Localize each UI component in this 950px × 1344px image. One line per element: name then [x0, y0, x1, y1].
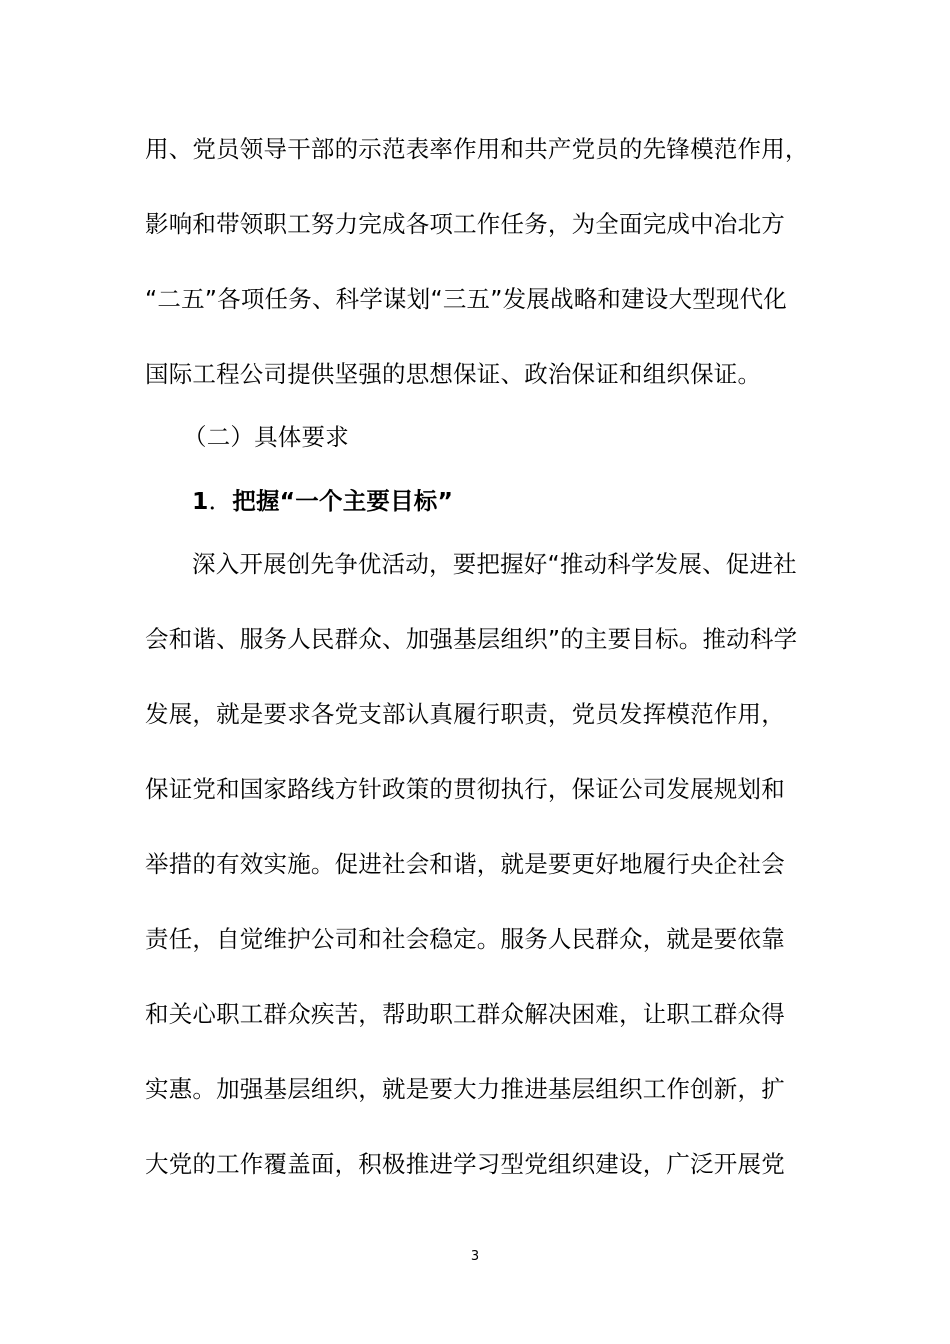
- paragraph-line: 大党的工作覆盖面，积极推进学习型党组织建设，广泛开展党: [145, 1150, 785, 1178]
- paragraph-line: 和关心职工群众疾苦，帮助职工群众解决困难，让职工群众得: [145, 1000, 785, 1028]
- subheading: [192, 486, 453, 516]
- paragraph-line: 保证党和国家路线方针政策的贯彻执行，保证公司发展规划和: [145, 775, 785, 803]
- paragraph-line: 国际工程公司提供坚强的思想保证、政治保证和组织保证。: [145, 360, 762, 388]
- paragraph-line: 深入开展创先争优活动，要把握好“推动科学发展、促进社: [192, 550, 797, 578]
- subheading-separator: ．: [208, 487, 233, 515]
- subheading-title: 把握“一个主要目标”: [232, 487, 454, 515]
- paragraph-line: 责任，自觉维护公司和社会稳定。服务人民群众，就是要依靠: [145, 925, 785, 953]
- section-heading: （二）具体要求: [183, 423, 349, 451]
- paragraph-line: 影响和带领职工努力完成各项工作任务，为全面完成中冶北方: [145, 210, 785, 238]
- page-number: 3: [470, 1249, 480, 1264]
- paragraph-line: 会和谐、服务人民群众、加强基层组织”的主要目标。推动科学: [145, 625, 798, 653]
- paragraph-line: 实惠。加强基层组织，就是要大力推进基层组织工作创新，扩: [145, 1075, 785, 1103]
- paragraph-line: 举措的有效实施。促进社会和谐，就是要更好地履行央企社会: [145, 850, 785, 878]
- paragraph-line: 用、党员领导干部的示范表率作用和共产党员的先锋模范作用，: [145, 135, 809, 163]
- paragraph-line: 发展，就是要求各党支部认真履行职责，党员发挥模范作用，: [145, 700, 785, 728]
- paragraph-line: “二五”各项任务、科学谋划“三五”发展战略和建设大型现代化: [145, 285, 787, 313]
- subheading-number: 1: [192, 487, 209, 515]
